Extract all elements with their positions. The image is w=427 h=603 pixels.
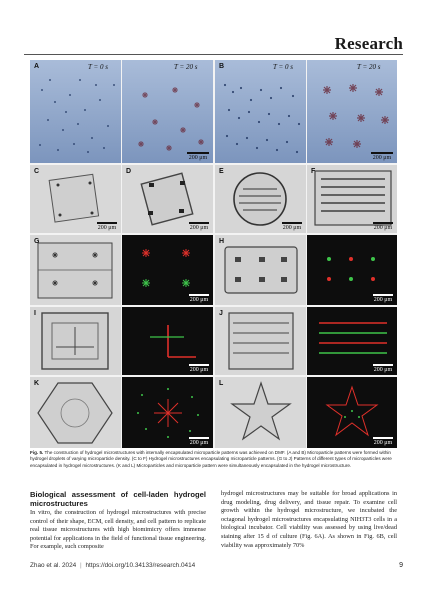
panel-i [30,307,121,375]
panel-a-scale-bar: 200 μm [187,152,209,161]
panel-k-fluor [122,377,213,448]
body-column-right [221,490,397,550]
panel-b-label: B [219,63,225,70]
panel-e [215,165,306,233]
panel-b-t20-image [307,60,397,163]
panel-j-fluor [307,307,397,375]
panel-f [307,165,397,233]
panel-l-label: L [219,380,224,387]
panel-d [122,165,213,233]
header-rule [24,54,403,55]
panel-j-image [215,307,306,375]
panel-e-scale-bar: 200 μm [282,222,302,231]
panel-k-scale-bar: 200 μm [189,437,209,446]
panel-k [30,377,121,448]
section-title: Research [334,34,403,53]
panel-j-scale-bar: 200 μm [373,364,393,373]
section-heading: Biological assessment of cell-laden hydrogel microstructures [30,490,206,508]
panel-k-label: K [34,380,40,387]
panel-b-t0-image [215,60,306,163]
panel-h [215,235,306,305]
panel-b-time-20: T = 20 s [357,63,381,71]
footer-separator: | [79,562,82,569]
panel-d-scale-bar: 200 μm [189,222,209,231]
panel-a-time-0: T = 0 s [88,63,108,71]
panel-b-scale-bar: 200 μm [371,152,393,161]
figure-caption [30,450,397,469]
footer-citation: Zhao et al. 2024 [30,562,77,569]
panel-g-fluor [122,235,213,305]
panel-h-label: H [219,238,225,245]
panel-l-scale-bar: 200 μm [373,437,393,446]
panel-b-t20 [307,60,397,163]
panel-k-image [30,377,121,448]
panel-l-fluor [307,377,397,448]
panel-j [215,307,306,375]
panel-e-label: E [219,168,224,175]
panel-i-fluor [122,307,213,375]
panel-f-scale-bar: 200 μm [373,222,393,231]
panel-a-t20 [122,60,213,163]
panel-g-scale-bar: 200 μm [189,294,209,303]
panel-h-scale-bar: 200 μm [373,294,393,303]
body-column-left [30,490,206,552]
page-footer [30,562,195,569]
panel-l-image [215,377,306,448]
right-paragraph: hydrogel microstructures may be suitable for broad applications in drug modeling, drug delivery, and tissue repair. To examine cell growth within the hydrogel microstructure, we incubated the octagonal hydrogel microstructures encapsulating NIH3T3 cells in a biological incubator. Cell viability was assessed by using live/dead staining after 15 d of culture (Fig. 6A). As shown in Fig. 6B, cell viability was approximately 70% [221,490,397,549]
panel-h-image [215,235,306,305]
panel-c-label: C [34,168,40,175]
panel-c [30,165,121,233]
panel-g-image [30,235,121,305]
panel-a-t0-image [30,60,121,163]
panel-b-t0 [215,60,306,163]
panel-b-time-0: T = 0 s [273,63,293,71]
caption-text: The construction of hydrogel microstructures with internally encapsulated microparticle patterns was achieved on DMF. (A and B) Microparticle patterns were formed within hydrogel droplets of varying microparticle density. (C to F) Hydrogel microstructures encapsulating microparticle patterns. (G to J) Patterns of different types of microparticles were encapsulated in hydrogel microstructures. (K and L) Microparticles and microparticle pattern were simultaneously encapsulated in the hydrogel microstructure. [30,450,392,468]
panel-f-label: F [311,168,316,175]
panel-j-label: J [219,310,223,317]
panel-i-image [30,307,121,375]
panel-g [30,235,121,305]
caption-label: Fig. 5. [30,450,44,455]
page-number: 9 [399,562,403,569]
panel-a-t20-image [122,60,213,163]
panel-d-label: D [126,168,132,175]
figure-5 [30,60,397,448]
panel-a-label: A [34,63,40,70]
footer-doi-link[interactable]: https://doi.org/10.34133/research.0414 [85,562,196,569]
panel-a-time-20: T = 20 s [174,63,198,71]
left-paragraph: In vitro, the construction of hydrogel microstructures with precise control of their shape, ECM, cell density, and cell pattern to replicate real tissue microstructures with high biomimicry offers immense potential for applications in the field of functional tissue engineering. For example, such composite [30,509,206,551]
panel-i-label: I [34,310,36,317]
panel-c-scale-bar: 200 μm [97,222,117,231]
panel-a-t0 [30,60,121,163]
panel-i-scale-bar: 200 μm [189,364,209,373]
panel-l [215,377,306,448]
panel-h-fluor [307,235,397,305]
panel-g-label: G [34,238,40,245]
